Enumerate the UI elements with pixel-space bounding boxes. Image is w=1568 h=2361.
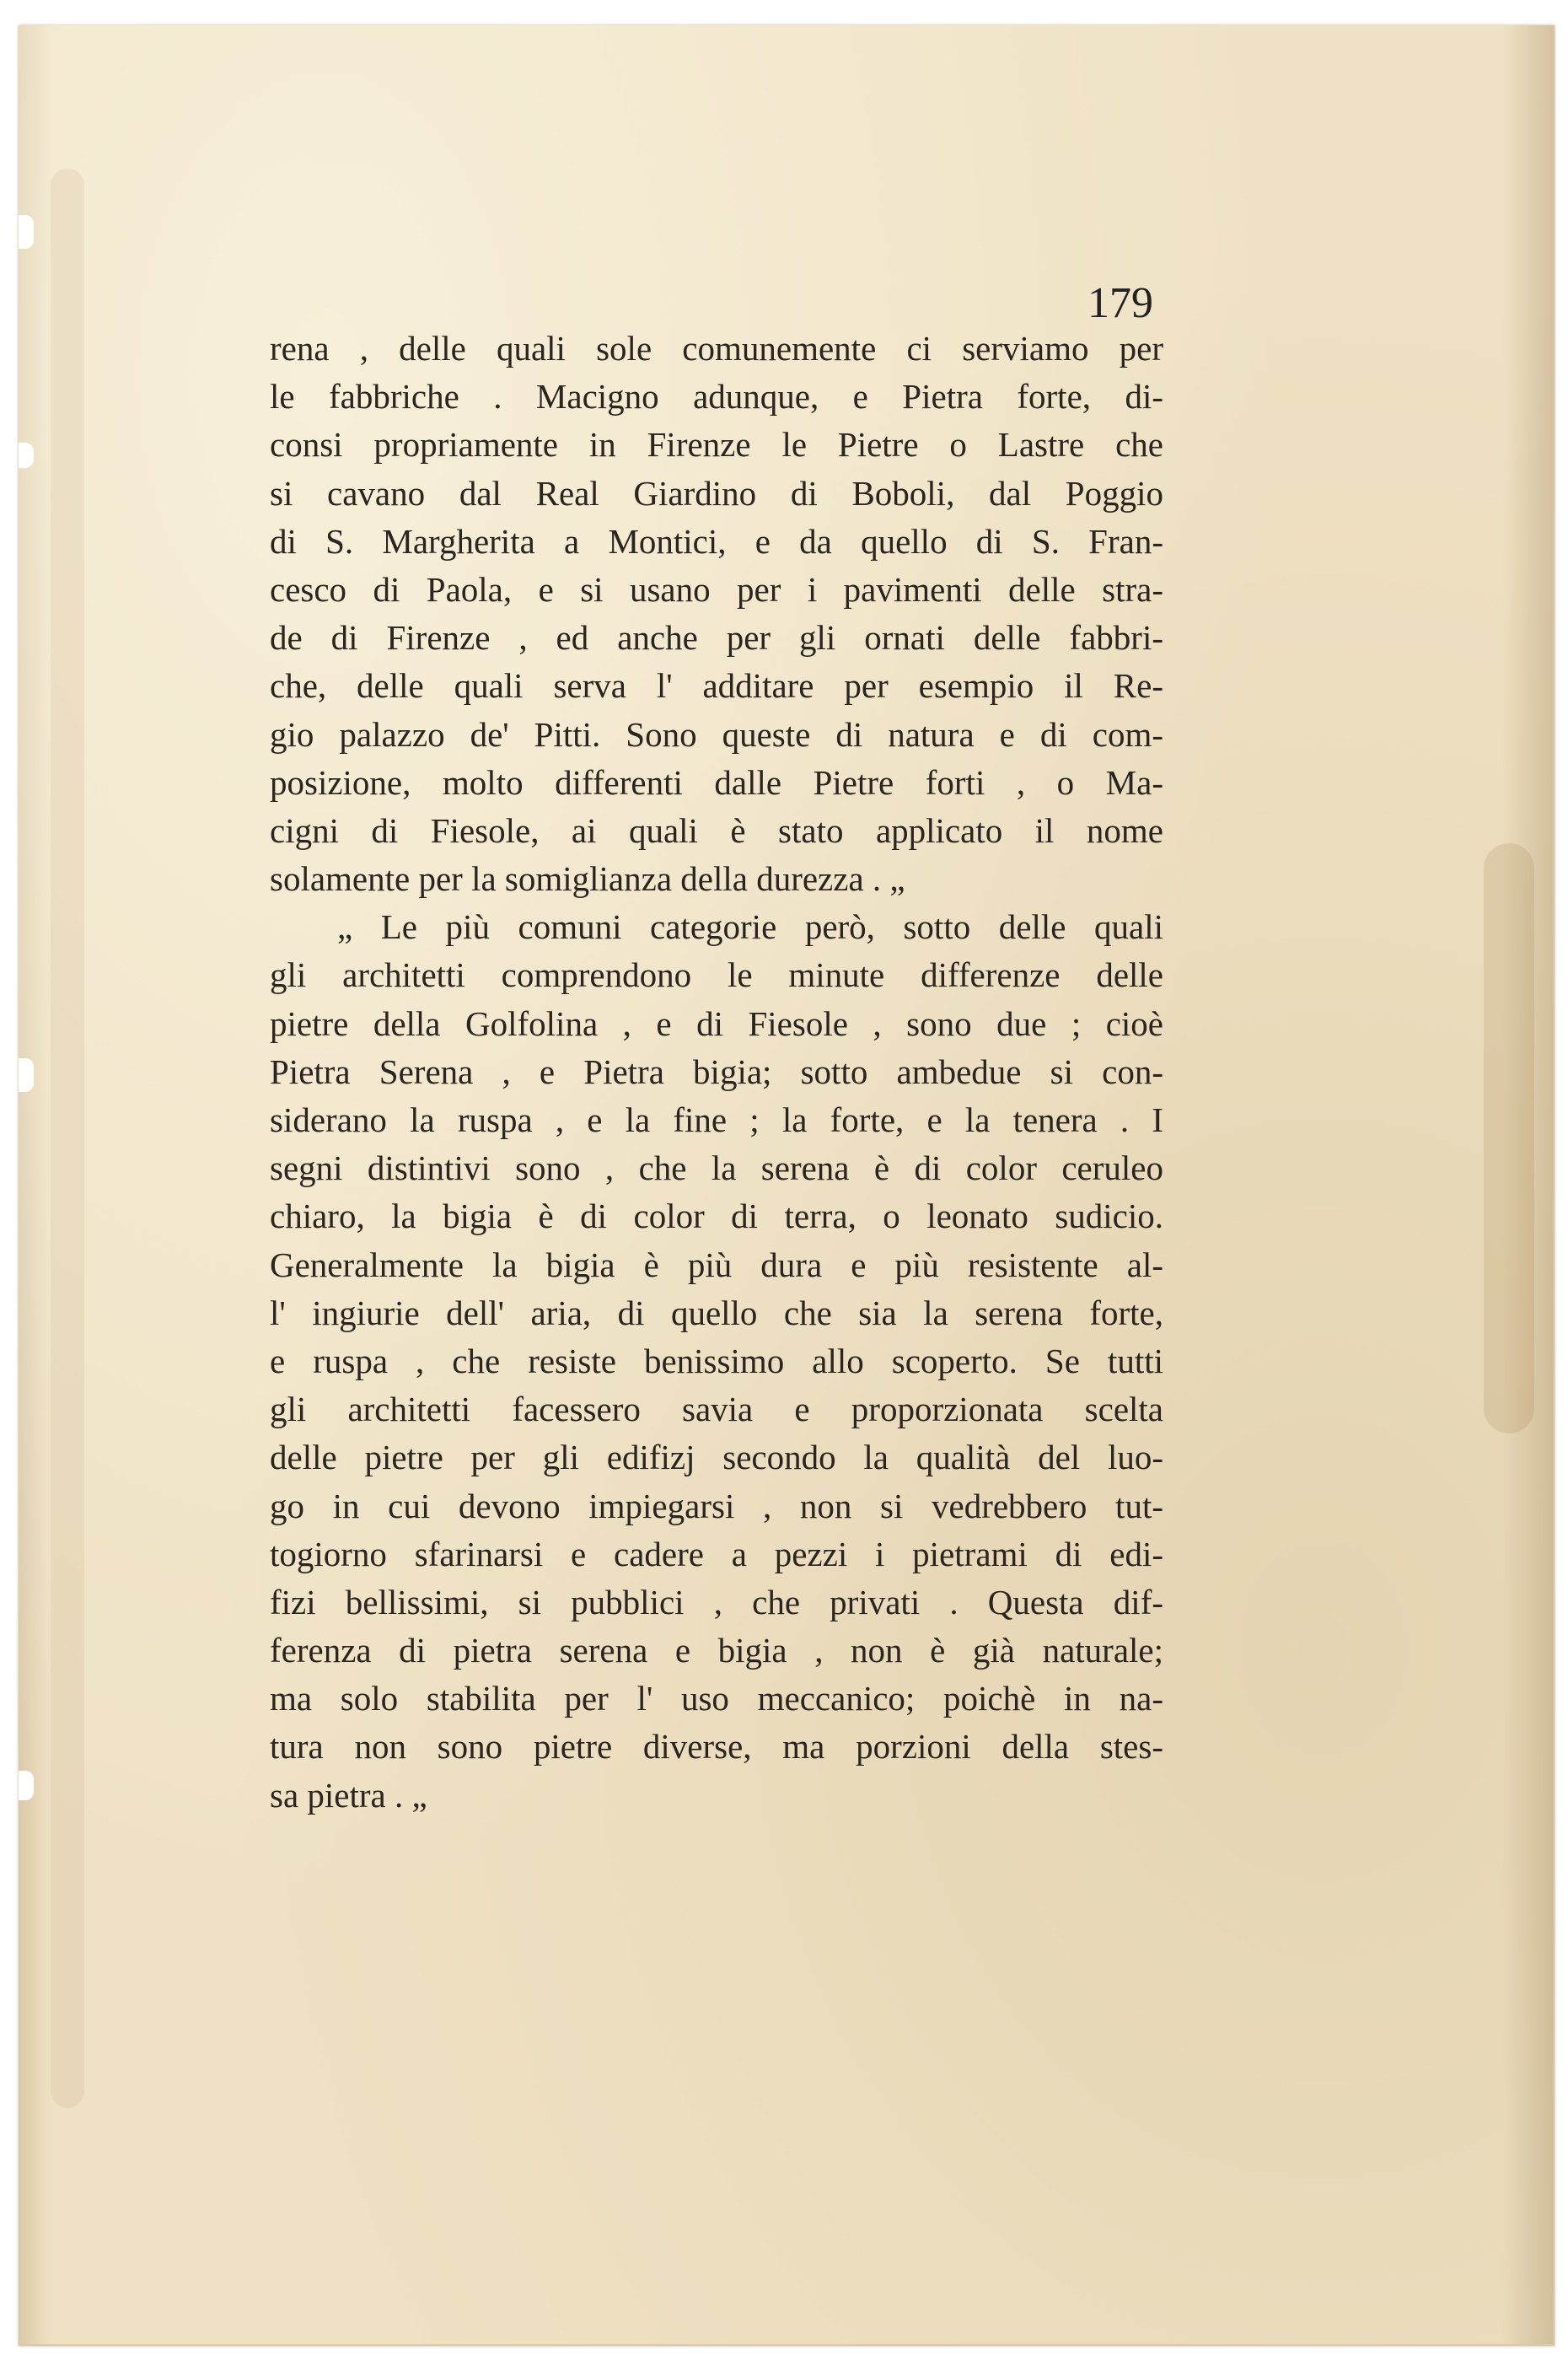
text-line: di S. Margherita a Montici, e da quello di S. Fran- bbox=[270, 521, 1163, 561]
text-line: delle pietre per gli edifizj secondo la qualità del luo- bbox=[270, 1438, 1163, 1477]
text-line: e ruspa , che resiste benissimo allo scoperto. Se tutti bbox=[270, 1341, 1163, 1380]
text-line: gli architetti comprendono le minute differenze delle bbox=[270, 955, 1163, 995]
text-line: ferenza di pietra serena e bigia , non è già naturale; bbox=[270, 1631, 1163, 1670]
text-line: fizi bellissimi, si pubblici , che privati . Questa dif- bbox=[270, 1582, 1163, 1622]
text-line: tura non sono pietre diverse, ma porzioni della stes- bbox=[270, 1727, 1163, 1767]
text-line: che, delle quali serva l' additare per esempio il Re- bbox=[270, 666, 1163, 706]
text-line: de di Firenze , ed anche per gli ornati delle fabbri- bbox=[270, 618, 1163, 658]
text-line: togiorno sfarinarsi e cadere a pezzi i pietrami di edi- bbox=[270, 1534, 1163, 1573]
text-line: solamente per la somiglianza della durezza . „ bbox=[270, 859, 905, 899]
binding-hole bbox=[19, 1771, 34, 1800]
text-line: rena , delle quali sole comunemente ci serviamo per bbox=[270, 329, 1163, 368]
text-line: segni distintivi sono , che la serena è di color ceruleo bbox=[270, 1148, 1163, 1188]
paper-stain bbox=[51, 169, 84, 2108]
text-line: sa pietra . „ bbox=[270, 1775, 427, 1815]
text-line: cigni di Fiesole, ai quali è stato applicato il nome bbox=[270, 810, 1163, 850]
text-line: posizione, molto differenti dalle Pietre forti , o Ma- bbox=[270, 762, 1163, 802]
text-line: si cavano dal Real Giardino di Boboli, dal Poggio bbox=[270, 473, 1163, 513]
text-line: siderano la ruspa , e la fine ; la forte, e la tenera . I bbox=[270, 1100, 1163, 1139]
text-line: go in cui devono impiegarsi , non si vedrebbero tut- bbox=[270, 1486, 1163, 1525]
binding-hole bbox=[19, 443, 34, 468]
body-text bbox=[270, 325, 1163, 1820]
binding-hole bbox=[19, 1058, 34, 1092]
text-line: ma solo stabilita per l' uso meccanico; poichè in na- bbox=[270, 1679, 1163, 1718]
text-line: „ Le più comuni categorie però, sotto delle quali bbox=[337, 907, 1163, 947]
text-line: l' ingiurie dell' aria, di quello che sia la serena forte, bbox=[270, 1293, 1163, 1332]
page-number: 179 bbox=[1087, 279, 1153, 327]
text-line: Pietra Serena , e Pietra bigia; sotto ambedue si con- bbox=[270, 1051, 1163, 1091]
text-line: gli architetti facessero savia e proporzionata scelta bbox=[270, 1390, 1163, 1429]
text-line: cesco di Paola, e si usano per i pavimenti delle stra- bbox=[270, 569, 1163, 609]
text-line: Generalmente la bigia è più dura e più resistente al- bbox=[270, 1245, 1163, 1284]
text-line: chiaro, la bigia è di color di terra, o leonato sudicio. bbox=[270, 1197, 1163, 1236]
text-line: le fabbriche . Macigno adunque, e Pietra forte, di- bbox=[270, 377, 1163, 417]
text-line: pietre della Golfolina , e di Fiesole , sono due ; cioè bbox=[270, 1003, 1163, 1043]
text-line: gio palazzo de' Pitti. Sono queste di natura e di com- bbox=[270, 714, 1163, 754]
text-line: consi propriamente in Firenze le Pietre o Lastre che bbox=[270, 425, 1163, 465]
paper-stain bbox=[1484, 843, 1534, 1433]
binding-hole bbox=[19, 215, 34, 249]
